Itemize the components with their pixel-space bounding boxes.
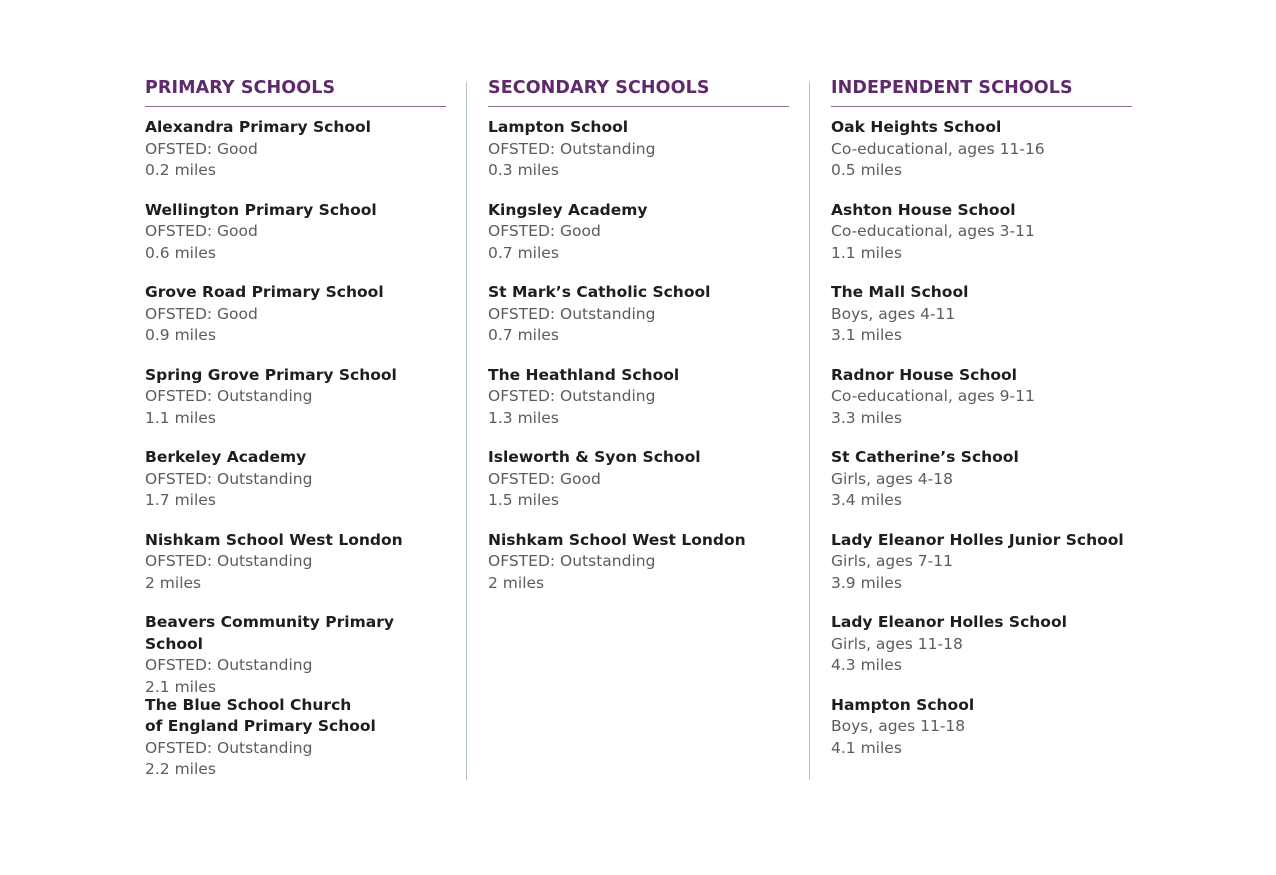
- school-entry: [145, 117, 446, 200]
- school-distance: 1.5 miles: [488, 491, 559, 509]
- school-name: Berkeley Academy: [145, 448, 307, 466]
- school-name: Radnor House School: [831, 365, 1017, 384]
- school-detail: OFSTED: Outstanding: [488, 552, 656, 570]
- school-name: Lady Eleanor Holles Junior School: [831, 530, 1124, 549]
- school-detail: OFSTED: Outstanding: [145, 738, 313, 757]
- school-list: [831, 117, 1132, 777]
- secondary-schools-column: [488, 76, 789, 612]
- school-distance: 3.9 miles: [831, 573, 902, 592]
- school-distance: 4.1 miles: [831, 738, 902, 757]
- school-distance: 2.1 miles: [145, 677, 216, 696]
- school-name: Ashton House School: [831, 200, 1016, 219]
- school-detail: Girls, ages 11-18: [831, 634, 963, 653]
- school-distance: 2.2 miles: [145, 760, 216, 778]
- school-name: Nishkam School West London: [145, 530, 403, 549]
- school-name: Hampton School: [831, 695, 975, 714]
- school-detail: OFSTED: Outstanding: [488, 387, 656, 405]
- school-distance: 2 miles: [488, 573, 545, 592]
- school-entry: [831, 612, 1132, 695]
- school-distance: 3.1 miles: [831, 326, 902, 344]
- school-distance: 0.2 miles: [145, 161, 216, 179]
- school-name: Lady Eleanor Holles School: [831, 613, 1067, 631]
- school-entry: [145, 365, 446, 448]
- school-detail: OFSTED: Good: [145, 139, 258, 158]
- school-distance: 0.5 miles: [831, 161, 902, 179]
- school-distance: 1.3 miles: [488, 408, 559, 427]
- school-distance: 0.6 miles: [145, 243, 216, 262]
- school-list: [145, 117, 446, 777]
- school-name: St Mark’s Catholic School: [488, 283, 711, 301]
- school-distance: 0.3 miles: [488, 161, 559, 179]
- school-entry: [488, 282, 789, 365]
- school-entry: [831, 530, 1132, 613]
- school-distance: 4.3 miles: [831, 656, 902, 674]
- school-entry: [145, 612, 446, 695]
- school-distance: 1.7 miles: [145, 491, 216, 509]
- school-entry: [488, 200, 789, 283]
- school-entry: [831, 447, 1132, 530]
- school-detail: Girls, ages 7-11: [831, 552, 953, 570]
- school-detail: OFSTED: Outstanding: [145, 656, 313, 674]
- school-name: Wellington Primary School: [145, 200, 377, 219]
- school-detail: Boys, ages 4-11: [831, 304, 956, 323]
- school-entry: [145, 282, 446, 365]
- school-name: St Catherine’s School: [831, 448, 1019, 466]
- school-name: The Heathland School: [488, 365, 680, 384]
- school-distance: 0.7 miles: [488, 243, 559, 262]
- school-name: Lampton School: [488, 118, 629, 136]
- school-detail: Boys, ages 11-18: [831, 717, 966, 735]
- school-name: Isleworth & Syon School: [488, 448, 701, 466]
- school-detail: Co-educational, ages 11-16: [831, 139, 1045, 158]
- school-entry: [831, 365, 1132, 448]
- school-detail: OFSTED: Outstanding: [145, 552, 313, 570]
- school-name: Spring Grove Primary School: [145, 365, 397, 384]
- school-detail: OFSTED: Good: [488, 469, 601, 488]
- school-list: [488, 117, 789, 612]
- school-detail: OFSTED: Outstanding: [145, 469, 313, 488]
- school-detail: OFSTED: Good: [488, 222, 601, 240]
- school-entry: [831, 200, 1132, 283]
- column-heading: INDEPENDENT SCHOOLS: [831, 76, 1132, 107]
- school-distance: 3.4 miles: [831, 491, 902, 509]
- school-name: Oak Heights School: [831, 118, 1002, 136]
- school-detail: OFSTED: Outstanding: [488, 304, 656, 323]
- school-entry: [488, 117, 789, 200]
- column-heading: PRIMARY SCHOOLS: [145, 76, 446, 107]
- school-name: The Mall School: [831, 283, 969, 301]
- school-name: Kingsley Academy: [488, 200, 648, 219]
- school-entry: [831, 117, 1132, 200]
- school-entry: [831, 282, 1132, 365]
- primary-schools-column: [145, 76, 446, 777]
- school-entry: [145, 530, 446, 613]
- school-detail: Girls, ages 4-18: [831, 469, 953, 488]
- school-detail: Co-educational, ages 9-11: [831, 387, 1035, 405]
- school-name: Beavers Community Primary School: [145, 613, 394, 653]
- school-entry: [145, 200, 446, 283]
- column-divider: [466, 82, 467, 780]
- school-distance: 0.9 miles: [145, 326, 216, 344]
- school-detail: OFSTED: Good: [145, 304, 258, 323]
- school-name: Nishkam School West London: [488, 530, 746, 549]
- column-heading: SECONDARY SCHOOLS: [488, 76, 789, 107]
- school-distance: 2 miles: [145, 573, 202, 592]
- school-distance: 1.1 miles: [831, 243, 902, 262]
- school-name: Grove Road Primary School: [145, 283, 384, 301]
- school-entry: [145, 447, 446, 530]
- school-entry: [488, 530, 789, 613]
- school-distance: 1.1 miles: [145, 408, 216, 427]
- school-detail: Co-educational, ages 3-11: [831, 222, 1035, 240]
- school-entry: [488, 365, 789, 448]
- school-distance: 0.7 miles: [488, 326, 559, 344]
- school-entry: [488, 447, 789, 530]
- column-divider: [809, 82, 810, 780]
- school-distance: 3.3 miles: [831, 408, 902, 427]
- school-detail: OFSTED: Outstanding: [145, 387, 313, 405]
- independent-schools-column: [831, 76, 1132, 777]
- school-detail: OFSTED: Outstanding: [488, 139, 656, 158]
- school-detail: OFSTED: Good: [145, 222, 258, 240]
- school-entry: [145, 695, 446, 778]
- school-name: The Blue School Church of England Primary School: [145, 695, 376, 735]
- school-entry: [831, 695, 1132, 778]
- school-name: Alexandra Primary School: [145, 118, 371, 136]
